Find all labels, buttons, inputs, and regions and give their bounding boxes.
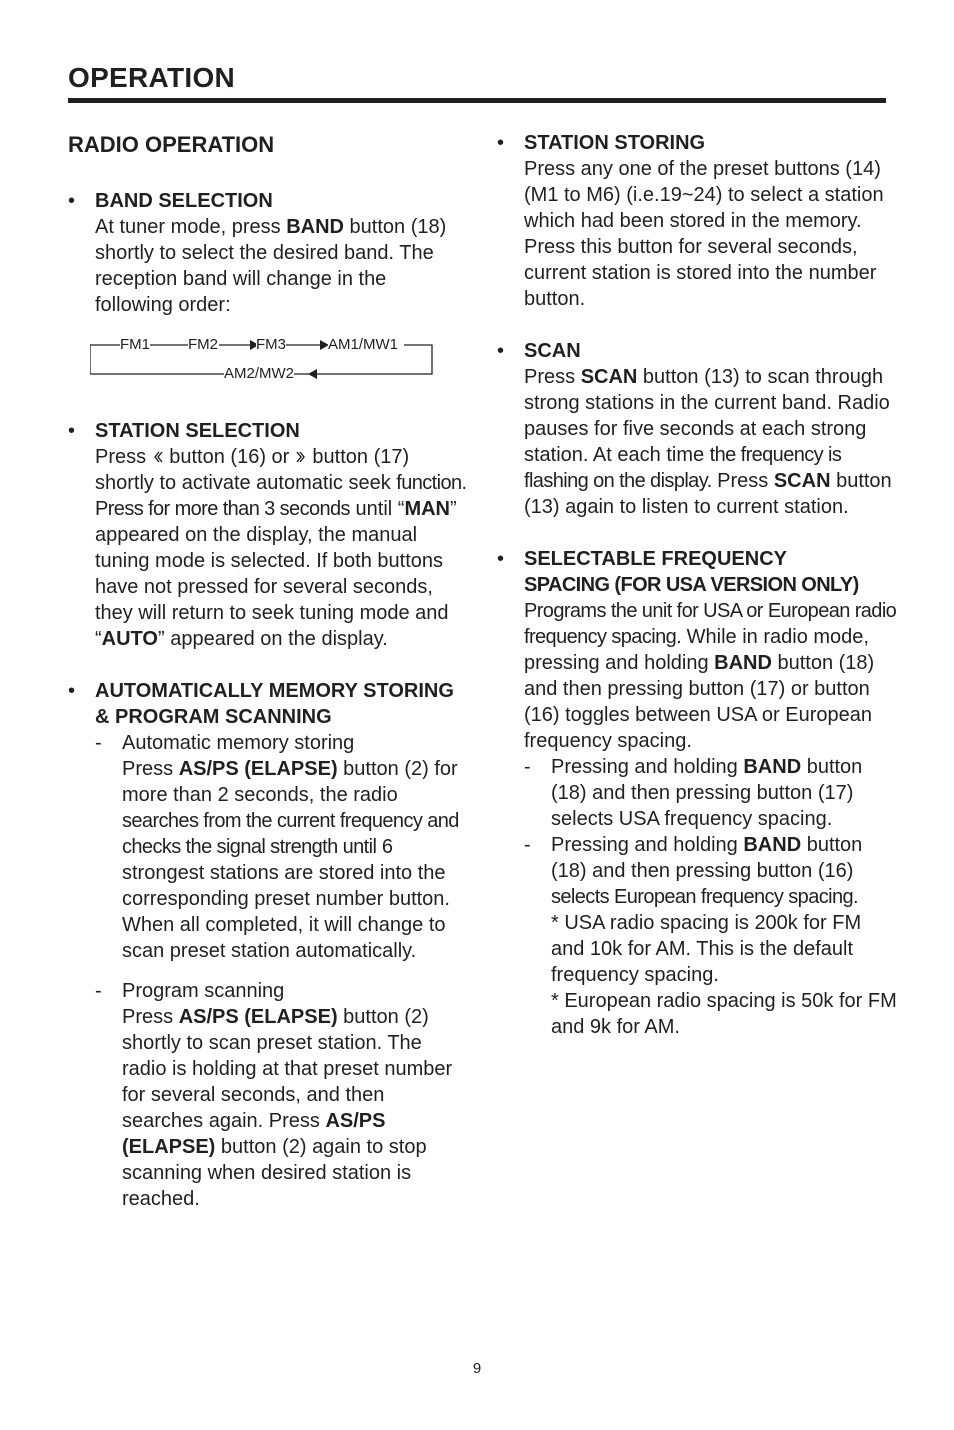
scan-body: Press SCAN button (13) to scan through strong stations in the current band. Radio pauses for five seconds at each strong station. At each time the frequency is flashing on the display. Press SCAN button (13) again to listen to current station. [524, 366, 892, 518]
station-storing-item [497, 130, 897, 312]
band-selection-item [68, 188, 468, 392]
scan-item [497, 338, 897, 520]
program-scanning-subitem: - Program scanning Press AS/PS (ELAPSE) button (2) shortly to scan preset station. The radio is holding at that preset number for several seconds, and then searches again. Press AS/PS (ELAPSE) button (2) again to stop scanning when desired station is reached. [95, 978, 468, 1212]
frequency-spacing-subtitle: SPACING (FOR USA VERSION ONLY) [524, 574, 859, 596]
band-fm2: FM2 [188, 336, 218, 353]
band-fm1: FM1 [120, 336, 150, 353]
seek-down-icon [152, 450, 164, 464]
bullet-icon: • [497, 132, 505, 154]
bullet-icon: • [68, 420, 76, 442]
bullet-icon: • [497, 340, 505, 362]
program-scanning-body: Press AS/PS (ELAPSE) button (2) shortly to scan preset station. The radio is holding at that preset number for several seconds, and then searches again. Press AS/PS (ELAPSE) button (2) again to stop scanning when desired station is reached. [122, 1006, 453, 1210]
bullet-icon: • [497, 548, 505, 570]
frequency-spacing-title: SELECTABLE FREQUENCY [524, 548, 787, 570]
seek-up-icon [295, 450, 307, 464]
section-title: RADIO OPERATION [68, 132, 275, 157]
station-selection-body: Press button (16) or button (17) shortly to activate automatic seek function. Press for more than 3 seconds until “MAN” appeared on the display, the manual tuning mode is selected. If both buttons have not pressed for several seconds, they will return to seek tuning mode and “AUTO” appeared on the display. [95, 446, 467, 650]
bullet-icon: • [68, 680, 76, 702]
program-scanning-label: Program scanning [122, 980, 285, 1002]
band-order-diagram [90, 332, 450, 392]
auto-memory-title: AUTOMATICALLY MEMORY STORING & PROGRAM SCANNING [95, 680, 454, 728]
band-fm3: FM3 [256, 336, 286, 353]
right-column [497, 130, 897, 1066]
station-selection-item [68, 418, 468, 652]
bullet-icon: • [68, 190, 76, 212]
auto-storing-subitem: - Automatic memory storing Press AS/PS (ELAPSE) button (2) for more than 2 seconds, the radio searches from the current frequency and checks the signal strength until 6 strongest stations are stored into the corresponding preset number button. When all completed, it will change to scan preset station automatically. [95, 730, 468, 964]
header-rule [68, 98, 886, 103]
usa-spacing-subitem: - Pressing and holding BAND button (18) and then pressing button (17) selects USA frequency spacing. [524, 754, 897, 832]
band-selection-body: At tuner mode, press BAND button (18) shortly to select the desired band. The reception band will change in the following order: [95, 216, 447, 316]
page-number: 9 [472, 1360, 482, 1377]
european-spacing-subitem: - Pressing and holding BAND button (18) and then pressing button (16) selects European frequency spacing. * USA radio spacing is 200k for FM and 10k for AM. This is the default frequency spacing. * European radio spacing is 50k for FM and 9k for AM. [524, 834, 897, 1038]
station-storing-body: Press any one of the preset buttons (14) (M1 to M6) (i.e.19~24) to select a station which had been stored in the memory. Press this button for several seconds, current station is stored into the number button. [524, 158, 884, 310]
station-storing-title: STATION STORING [524, 132, 706, 154]
auto-storing-label: Automatic memory storing [122, 732, 355, 754]
station-selection-title: STATION SELECTION [95, 420, 300, 442]
band-am2: AM2/MW2 [224, 365, 295, 382]
band-am1: AM1/MW1 [328, 336, 399, 353]
left-column [68, 130, 468, 1238]
band-selection-title: BAND SELECTION [95, 190, 273, 212]
frequency-spacing-item [497, 546, 897, 1040]
european-spacing-note: * European radio spacing is 50k for FM and 9k for AM. [551, 990, 897, 1038]
frequency-spacing-body: Programs the unit for USA or European radio frequency spacing. While in radio mode, pressing and holding BAND button (18) and then pressing button (17) or button (16) toggles between USA or European frequency spacing. [524, 600, 897, 752]
auto-storing-body: Press AS/PS (ELAPSE) button (2) for more than 2 seconds, the radio searches from the current frequency and checks the signal strength until 6 strongest stations are stored into the corresponding preset number button. When all completed, it will change to scan preset station automatically. [122, 758, 459, 962]
usa-spacing-body: Pressing and holding BAND button (18) and then pressing button (17) selects USA frequency spacing. [551, 756, 863, 830]
scan-title: SCAN [524, 340, 581, 362]
european-spacing-body: Pressing and holding BAND button (18) and then pressing button (16) selects European frequency spacing. [551, 834, 863, 908]
usa-spacing-note: * USA radio spacing is 200k for FM and 10k for AM. This is the default frequency spacing. [551, 912, 862, 986]
page-title: OPERATION [68, 62, 236, 93]
auto-memory-item [68, 678, 468, 1212]
